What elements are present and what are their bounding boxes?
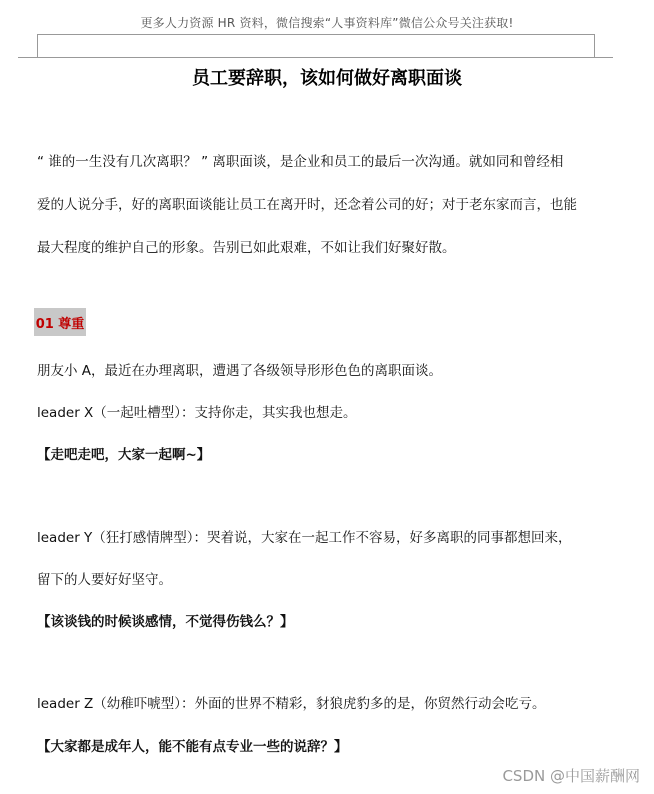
header-frame-top bbox=[37, 34, 594, 35]
csdn-watermark: CSDN @中国薪酬网 bbox=[502, 767, 640, 785]
intro-line-3: 最大程度的维护自己的形象。告别已如此艰难，不如让我们好聚好散。 bbox=[37, 240, 456, 256]
section-lead: 朋友小 A，最近在办理离职，遭遇了各级领导形形色色的离职面谈。 bbox=[37, 363, 443, 379]
intro-line-1: “ 谁的一生没有几次离职？ ” 离职面谈，是企业和员工的最后一次沟通。就如同和曾经相 bbox=[37, 154, 564, 170]
leader-y-quote-line-2: 留下的人要好好坚守。 bbox=[37, 572, 172, 588]
leader-x-comment: 【走吧走吧，大家一起啊~】 bbox=[37, 447, 211, 463]
leader-z-comment: 【大家都是成年人，能不能有点专业一些的说辞？】 bbox=[37, 739, 348, 755]
header-frame-right bbox=[594, 34, 595, 57]
document-title: 员工要辞职，该如何做好离职面谈 bbox=[192, 68, 462, 89]
leader-y-comment: 【该谈钱的时候谈感情，不觉得伤钱么？】 bbox=[37, 614, 294, 630]
leader-x-quote: leader X（一起吐槽型）：支持你走，其实我也想走。 bbox=[37, 405, 357, 421]
intro-line-2: 爱的人说分手，好的离职面谈能让员工在离开时，还念着公司的好；对于老东家而言，也能 bbox=[37, 197, 577, 213]
header-rule bbox=[18, 57, 613, 58]
page-header-note: 更多人力资源 HR 资料，微信搜索“人事资料库”微信公众号关注获取! bbox=[140, 16, 514, 30]
header-frame-left bbox=[37, 34, 38, 57]
section-heading-respect: 01 尊重 bbox=[34, 308, 86, 336]
leader-y-quote-line-1: leader Y（狂打感情牌型）：哭着说，大家在一起工作不容易，好多离职的同事都想回来， bbox=[37, 530, 572, 546]
leader-z-quote: leader Z（幼稚吓唬型）：外面的世界不精彩，豺狼虎豹多的是，你贸然行动会吃亏。 bbox=[37, 696, 546, 712]
